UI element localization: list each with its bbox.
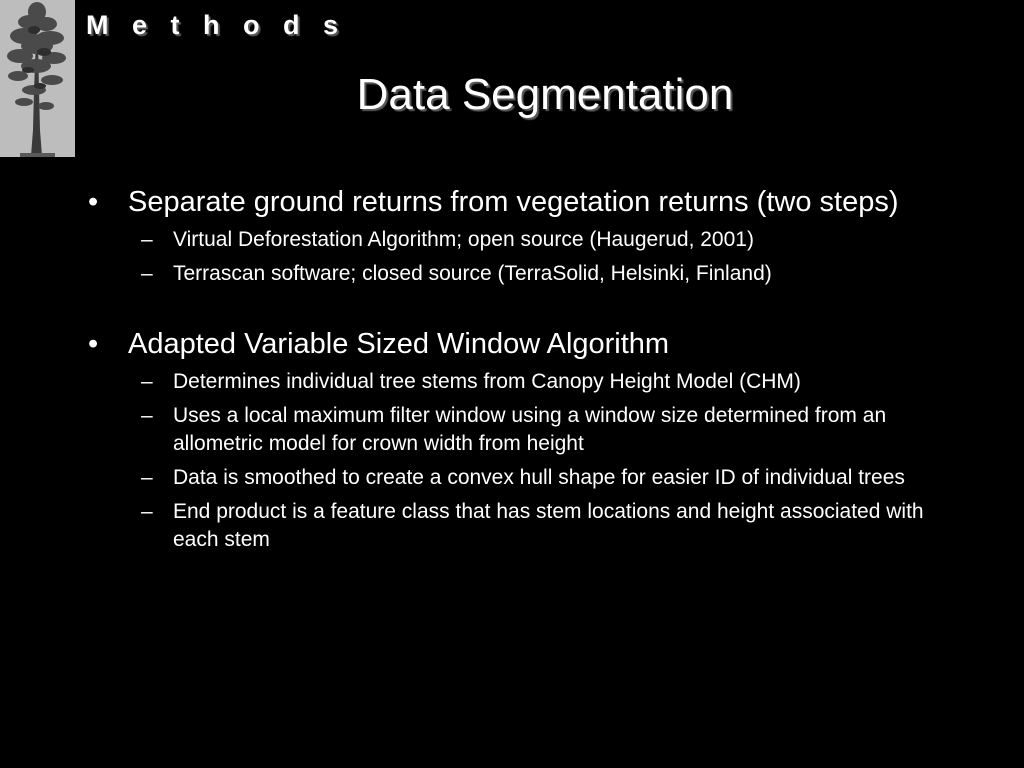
bullet-marker: • [88, 328, 99, 360]
sub-item [0, 368, 1024, 396]
sub-marker: – [141, 466, 153, 489]
sub-marker: – [141, 228, 153, 251]
slide-content [0, 184, 1024, 560]
sub-text: End product is a feature class that has stem locations and height associated with each stem [173, 500, 924, 551]
sub-item [0, 226, 1024, 254]
sub-item [0, 260, 1024, 288]
bullet-marker: • [88, 186, 99, 218]
sub-text: Terrascan software; closed source (TerraSolid, Helsinki, Finland) [173, 262, 772, 285]
sub-marker: – [141, 370, 153, 393]
sub-marker: – [141, 262, 153, 285]
sub-text: Virtual Deforestation Algorithm; open source (Haugerud, 2001) [173, 228, 754, 251]
slide-title: Data Segmentation [356, 70, 734, 119]
bullet-item [0, 184, 1024, 220]
sub-marker: – [141, 500, 153, 523]
sub-text: Data is smoothed to create a convex hull shape for easier ID of individual trees [173, 466, 905, 489]
sub-text: Uses a local maximum filter window using a window size determined from an allometric model for crown width from height [173, 404, 887, 455]
sub-item [0, 402, 1024, 458]
sub-marker: – [141, 404, 153, 427]
bullet-item [0, 326, 1024, 362]
sub-item [0, 498, 1024, 554]
sub-item [0, 464, 1024, 492]
sub-text: Determines individual tree stems from Canopy Height Model (CHM) [173, 370, 801, 393]
bullet-text: Adapted Variable Sized Window Algorithm [128, 328, 670, 360]
section-label: M e t h o d s [86, 10, 347, 40]
bullet-text: Separate ground returns from vegetation returns (two steps) [128, 186, 899, 218]
